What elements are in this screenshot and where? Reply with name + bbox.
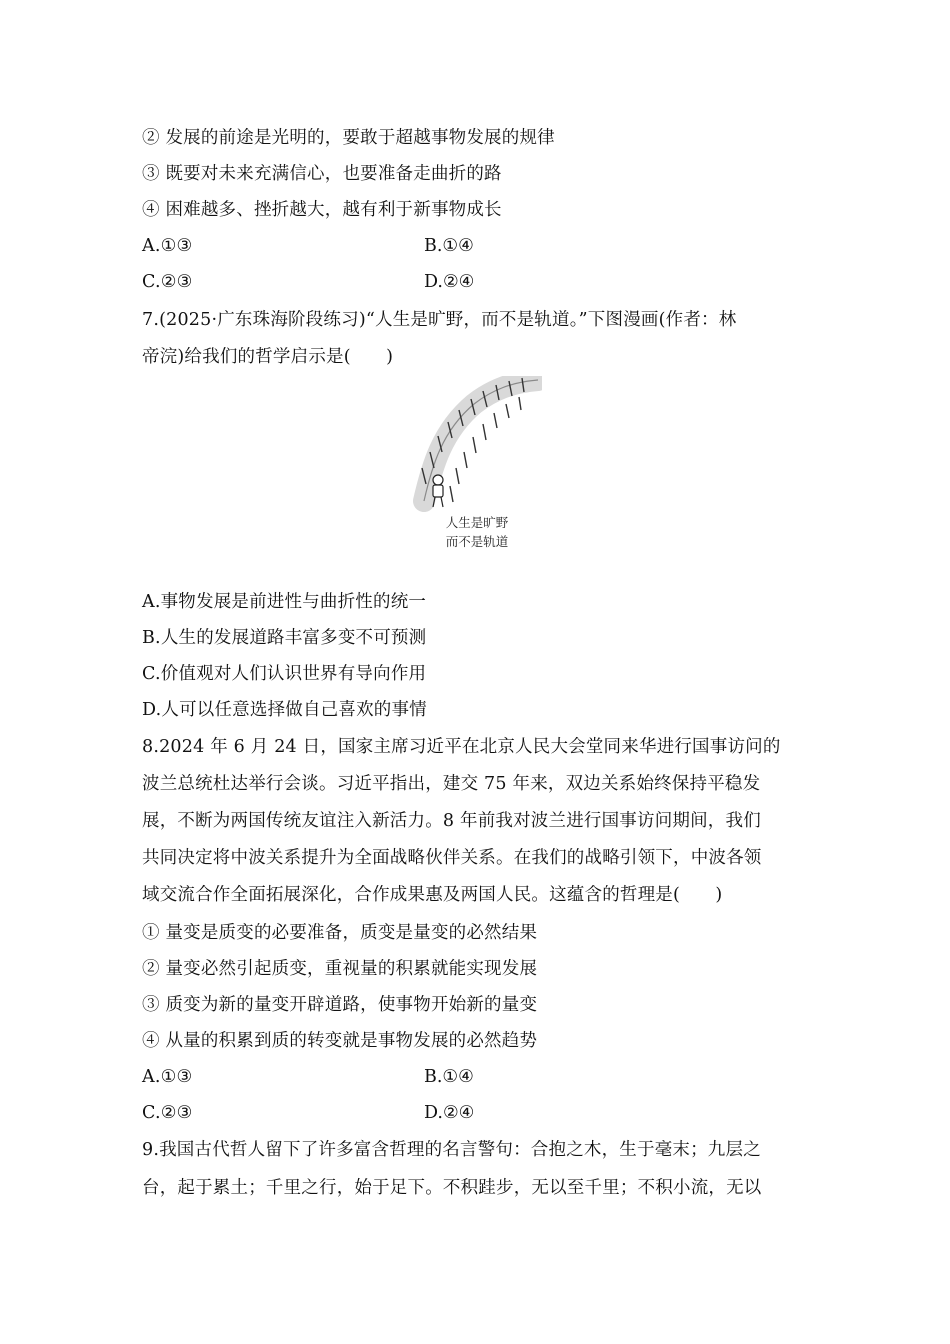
comic-caption-line-2: 而不是轨道 <box>445 534 509 549</box>
q8-stem-line-2: 波兰总统杜达举行会谈。习近平指出，建交 75 年来，双边关系始终保持平稳发 <box>142 774 761 794</box>
q9-stem-line-1: 9.我国古代哲人留下了许多富含哲理的名言警句：合抱之木，生于毫末；九层之 <box>142 1140 761 1160</box>
q6-option-2: ② 发展的前途是光明的，要敢于超越事物发展的规律 <box>142 128 555 148</box>
q9-stem-line-2: 台，起于累土；千里之行，始于足下。不积跬步，无以至千里；不积小流，无以 <box>142 1178 762 1198</box>
q6-choice-d: D.②④ <box>424 272 475 292</box>
q7-choice-a: A.事物发展是前进性与曲折性的统一 <box>142 592 427 612</box>
q6-option-3: ③ 既要对未来充满信心，也要准备走曲折的路 <box>142 164 502 184</box>
q8-option-2: ② 量变必然引起质变，重视量的积累就能实现发展 <box>142 959 538 979</box>
q8-stem-line-4: 共同决定将中波关系提升为全面战略伙伴关系。在我们的战略引领下，中波各领 <box>142 848 762 868</box>
walking-person <box>433 475 443 507</box>
q7-stem-line-2: 帝浣)给我们的哲学启示是( ) <box>142 347 394 367</box>
q6-choice-c: C.②③ <box>142 272 193 292</box>
q8-option-1: ① 量变是质变的必要准备，质变是量变的必然结果 <box>142 923 538 943</box>
q7-choice-b: B.人生的发展道路丰富多变不可预测 <box>142 628 427 648</box>
comic-caption-line-1: 人生是旷野 <box>445 515 509 530</box>
q7-choice-c: C.价值观对人们认识世界有导向作用 <box>142 664 427 684</box>
q6-choice-a: A.①③ <box>142 236 193 256</box>
q7-stem-line-1: 7.(2025·广东珠海阶段练习)“人生是旷野，而不是轨道。”下图漫画(作者：林 <box>142 310 737 330</box>
q8-option-3: ③ 质变为新的量变开辟道路，使事物开始新的量变 <box>142 995 538 1015</box>
q8-stem-line-1: 8.2024 年 6 月 24 日，国家主席习近平在北京人民大会堂同来华进行国事访问的 <box>142 737 781 757</box>
comic-figure <box>412 376 542 556</box>
q8-choice-c: C.②③ <box>142 1103 193 1123</box>
q8-stem-line-5: 域交流合作全面拓展深化，合作成果惠及两国人民。这蕴含的哲理是( ) <box>142 885 723 905</box>
q8-stem-line-3: 展，不断为两国传统友谊注入新活力。8 年前我对波兰进行国事访问期间，我们 <box>142 811 761 831</box>
q6-choice-b: B.①④ <box>424 236 474 256</box>
q6-option-4: ④ 困难越多、挫折越大，越有利于新事物成长 <box>142 200 502 220</box>
q8-choice-a: A.①③ <box>142 1067 193 1087</box>
comic-illustration <box>412 376 542 512</box>
q8-option-4: ④ 从量的积累到质的转变就是事物发展的必然趋势 <box>142 1031 538 1051</box>
q8-choice-d: D.②④ <box>424 1103 475 1123</box>
q8-choice-b: B.①④ <box>424 1067 474 1087</box>
q7-choice-d: D.人可以任意选择做自己喜欢的事情 <box>142 700 427 720</box>
